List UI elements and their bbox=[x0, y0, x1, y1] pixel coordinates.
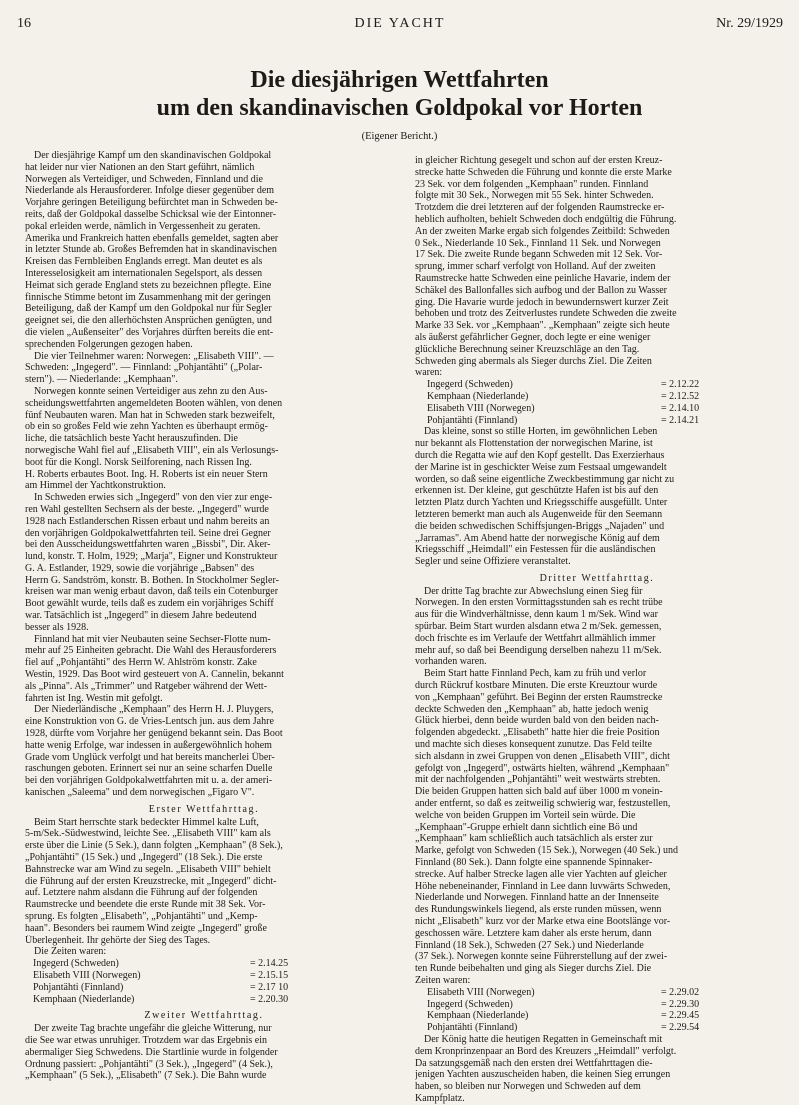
text-line: Überlegenheit. Ihr gehörte der Sieg des Tages. bbox=[25, 934, 211, 946]
text-line: raschungen geboten. Erinnert sei nur an seine scharfen Duelle bbox=[25, 763, 273, 775]
text-line: G. A. Estlander, 1929, sowie die vorjährige „Babsen" des bbox=[25, 562, 255, 574]
text-line: spürbar. Beim Start wurden alsdann etwa 2 m/Sek. gemessen, bbox=[415, 621, 662, 633]
result-row bbox=[33, 958, 308, 970]
text-line: Vorjahre geringen Beteiligung befürchtet man in Schweden be- bbox=[25, 197, 278, 209]
result-row bbox=[427, 415, 719, 427]
right-column bbox=[415, 155, 779, 1105]
text-line: sprung. Es folgten „Elisabeth", „Pohjantähti" und „Kemp- bbox=[25, 911, 258, 922]
text-line: „Kemphaan"-Gruppe erhielt dann sichtlich eine Bö und bbox=[415, 821, 638, 833]
text-line: letzteren bemerkt man auch als Augenweide für den Seemann bbox=[415, 508, 663, 520]
leader-space bbox=[141, 970, 250, 982]
leader-space bbox=[513, 999, 661, 1011]
text-line: in letzter Stunde ab. Großes Befremden hat in skandinavischen bbox=[25, 244, 277, 256]
text-line: 5-m/Sek.-Südwestwind, leichte See. „Elisabeth VIII" kam als bbox=[25, 828, 271, 840]
text-line: Niederlande und Norwegen. Finnland hatte an der Innenseite bbox=[415, 892, 659, 904]
text-line: Norwegen als Verteidiger, und Schweden, Finnland und die bbox=[25, 173, 263, 185]
result-time: = 2.14.25 bbox=[250, 958, 289, 970]
result-yacht: Ingegerd (Schweden) bbox=[427, 379, 513, 391]
leader-space bbox=[517, 415, 661, 427]
text-line: „Kemphaan" kam schließlich auch tatsächlich als erster zur bbox=[415, 833, 653, 845]
text-line: abermaliger Sieg Schwedens. Die Startlinie wurde in folgender bbox=[25, 1046, 278, 1058]
text-line: eine Konstruktion von G. de Vries-Lentsch jun. aus dem Jahre bbox=[25, 716, 274, 728]
text-line: behoben und trotz des Zeitverlustes rundete Schweden die zweite bbox=[415, 308, 677, 320]
text-line: Westin, 1929. Das Boot wird gesteuert von A. Cannelin, bekannt bbox=[25, 669, 284, 681]
leader-space bbox=[119, 958, 250, 970]
text-line: Heimat sich gerade England stets zu bezeichnen pflegte. Eine bbox=[25, 279, 272, 291]
text-line: Schweden ging abermals als Sieger durchs Ziel. Die Zeiten bbox=[415, 355, 652, 367]
text-line: vorhanden waren. bbox=[415, 656, 487, 668]
text-line: hatte wenig Erfolge, war indessen in außergewöhnlich hohem bbox=[25, 739, 272, 751]
text-line: Raumstrecke hatte Schweden eine peinliche Havarie, indem der bbox=[415, 272, 671, 284]
text-line: Schäkel des Ballonfalles sich aufbog und der Ballon zu Wasser bbox=[415, 284, 668, 296]
text-line: strecke. Auf halber Strecke lagen alle vier Yachten auf gleicher bbox=[415, 868, 667, 880]
title-line: Die diesjährigen Wettfahrten bbox=[250, 67, 549, 93]
text-line: Der dritte Tag brachte zur Abwechslung einen Sieg für bbox=[424, 585, 643, 597]
text-line: Norwegen konnte seinen Verteidiger aus zehn zu den Aus- bbox=[34, 385, 268, 397]
text-line: folgenden abgedeckt. „Elisabeth" hatte hier die freie Position bbox=[415, 727, 660, 739]
text-line: nicht „Elisabeth" kurz vor der Marke etwa eine Bootslänge vor- bbox=[415, 916, 671, 927]
result-yacht: Pohjantähti (Finnland) bbox=[427, 414, 518, 426]
result-yacht: Ingegerd (Schweden) bbox=[427, 998, 513, 1010]
result-time: = 2.20.30 bbox=[250, 993, 289, 1005]
text-line: hat leider nur vier Nationen an den Start geführt, nämlich bbox=[25, 161, 255, 173]
text-line: 23 Sek. vor dem folgenden „Kemphaan" runden. Finnland bbox=[415, 178, 649, 190]
result-row bbox=[33, 994, 308, 1006]
text-line: lund, konstr. T. Holm, 1929; „Marja", Eigner und Konstrukteur bbox=[25, 551, 278, 563]
text-line: waren: bbox=[415, 367, 443, 379]
text-line: der Marine ist in geschickter Weise zum Festsaal umgewandelt bbox=[415, 461, 667, 473]
text-line: bei den Ausscheidungswettfahrten waren „Bissbi", Dir. Aker- bbox=[25, 539, 271, 551]
text-line: am Himmel der Yachtkonstruktion. bbox=[25, 480, 166, 492]
text-line: ob ein so großes Feld wie zehn Yachten es überhaupt ermög- bbox=[25, 421, 268, 433]
text-line: fahrten ist Ing. Westin mit gefolgt. bbox=[25, 692, 163, 704]
text-line: haben, so bleiben nur Norwegen und Schweden auf dem bbox=[415, 1081, 641, 1093]
text-line: H. Roberts erbautes Boot. Ing. H. Roberts ist ein neuer Stern bbox=[25, 468, 268, 480]
result-yacht: Kemphaan (Niederlande) bbox=[33, 993, 135, 1005]
text-line: Raumstrecke und beendete die erste Runde mit 38 Sek. Vor- bbox=[25, 899, 266, 911]
text-line: geeignet sei, die den allerhöchsten Ansprüchen genügten, und bbox=[25, 315, 272, 327]
section-heading: Erster Wettfahrttag. bbox=[148, 803, 260, 815]
result-row bbox=[427, 379, 719, 391]
text-line: 17 Sek. Die zweite Runde begann Schweden mit 12 Sek. Vor- bbox=[415, 249, 663, 261]
text-line: letzten Platz durch Yachten und Kriegsschiffe ausgefüllt. Unter bbox=[415, 497, 668, 509]
text-line: geschossen wäre. Letztere kam daher als erste herum, dann bbox=[415, 927, 652, 939]
text-line: Marke 33 Sek. vor „Kemphaan". „Kemphaan" zeigte sich heute bbox=[415, 320, 670, 332]
result-row bbox=[427, 1010, 719, 1022]
result-row bbox=[33, 982, 308, 994]
text-line: Da satzungsgemäß nach den ersten drei Wettfahrttagen die- bbox=[415, 1057, 653, 1069]
text-line: die vielen „Außenseiter" des Vorjahres dürften bereits die ent- bbox=[25, 326, 274, 338]
text-line: norwegische Wahl fiel auf „Elisabeth VIII", ein als Verlosungs- bbox=[25, 444, 279, 456]
magazine-name: DIE YACHT bbox=[354, 16, 446, 31]
text-line: jenigen Yachten auszuscheiden haben, die keinen Sieg errungen bbox=[415, 1069, 671, 1081]
text-line: aus für die Windverhältnisse, denn kaum 1 m/Sek. Wind war bbox=[415, 609, 658, 621]
text-line: Kriegsschiff „Heimdall" ein Festessen für die ausländischen bbox=[415, 544, 656, 556]
text-line: die beiden schwedischen Schiffsjungen-Briggs „Najaden" und bbox=[415, 520, 665, 532]
result-yacht: Elisabeth VIII (Norwegen) bbox=[33, 969, 141, 981]
text-line: fünf Neubauten waren. Man hat in Schweden stark bezweifelt, bbox=[25, 409, 275, 421]
text-line: durch Rückruf kostbare Minuten. Die erste Kreuztour wurde bbox=[415, 680, 658, 692]
result-time: = 2.14.10 bbox=[661, 402, 700, 414]
result-row bbox=[427, 987, 719, 999]
result-time: = 2.12.22 bbox=[661, 379, 700, 391]
text-line: bei den vorjährigen Goldpokalwettfahrten mit u. a. der ameri- bbox=[25, 775, 273, 787]
result-time: = 2.17 10 bbox=[250, 981, 289, 993]
leader-space bbox=[535, 987, 661, 999]
leader-space bbox=[134, 994, 250, 1006]
leader-space bbox=[517, 1022, 661, 1034]
result-yacht: Elisabeth VIII (Norwegen) bbox=[427, 986, 535, 998]
text-line: Bahnstrecke war am Wind zu segeln. „Elisabeth VIII" behielt bbox=[25, 863, 271, 875]
result-yacht: Elisabeth VIII (Norwegen) bbox=[427, 402, 535, 414]
text-line: welche von beiden Gruppen im Vorteil sein würde. Die bbox=[415, 809, 636, 821]
text-line: ren Wahl gestellten Sechsern als der beste. „Ingegerd" wurde bbox=[25, 503, 269, 515]
text-line: Herrn G. Sandström, konstr. B. Bothen. In Stockholmer Segler- bbox=[25, 574, 279, 586]
title-line: um den skandinavischen Goldpokal vor Horten bbox=[156, 95, 643, 121]
text-line: Höhe nebeneinander, Finnland in Lee dann luvwärts Schweden, bbox=[415, 880, 671, 892]
text-line: als „Pinna". Als „Trimmer" und Ratgeber während der Wett- bbox=[25, 680, 268, 692]
text-line: auf. Letztere nahm alsdann die Führung auf der folgenden bbox=[25, 887, 258, 899]
text-line: gefolgt von „Ingegerd", ostwärts hielten, während „Kemphaan" bbox=[415, 762, 670, 774]
leader-space bbox=[513, 379, 661, 391]
text-line: dem Kronprinzenpaar an Bord des Kreuzers „Heimdall" verfolgt. bbox=[415, 1045, 677, 1057]
text-line: Schweden: „Ingegerd". — Finnland: „Pohjantähti" („Polar- bbox=[25, 362, 263, 374]
text-line: reits, daß der Goldpokal dasselbe Schicksal wie der Eintonner- bbox=[25, 208, 277, 220]
result-yacht: Pohjantähti (Finnland) bbox=[33, 981, 124, 993]
text-line: worden, so daß seine eigentliche Zweckbestimmung gar nicht zu bbox=[415, 473, 675, 485]
text-line: Finnland hat mit vier Neubauten seine Sechser-Flotte num- bbox=[34, 633, 271, 645]
text-line: nur bekannt als Flottenstation der norwegischen Marine, ist bbox=[415, 438, 653, 450]
text-line: Die Zeiten waren: bbox=[34, 946, 107, 958]
text-line: Beim Start hatte Finnland Pech, kam zu früh und verlor bbox=[424, 668, 647, 680]
text-line: ten Runde beibehalten und ging als Sieger durchs Ziel. Die bbox=[415, 963, 652, 975]
text-line: Grade vom Unglück verfolgt und hat bereits mancherlei Über- bbox=[25, 751, 275, 763]
result-time: = 2.29.30 bbox=[661, 998, 700, 1010]
text-line: ander entfernt, so daß es zeitweilig schwierig war, festzustellen, bbox=[415, 798, 671, 810]
text-line: sprung, immer scharf verfolgt von Holland. Auf der zweiten bbox=[415, 261, 656, 273]
result-yacht: Kemphaan (Niederlande) bbox=[427, 1010, 529, 1022]
text-line: die Führung auf der ersten Kreuzstrecke, mit „Ingegerd" dicht- bbox=[25, 875, 277, 887]
text-line: pokal erleiden werde, nämlich in Vergessenheit zu geraten. bbox=[25, 220, 261, 232]
text-line: erste über die Linie (5 Sek.), dann folgten „Kemphaan" (8 Sek.), bbox=[25, 840, 283, 852]
leader-space bbox=[535, 403, 661, 415]
text-line: heblich aufholten, behielt Schweden doch endgültig die Führung. bbox=[415, 213, 677, 225]
text-line: als äußerst gefährlicher Gegner, doch legte er eine weniger bbox=[415, 331, 651, 343]
text-line: scheidungswettfahrten angemeldeten Booten wählen, von denen bbox=[25, 397, 283, 409]
text-line: doch frischte es im Verlaufe der Wettfahrt allmählich immer bbox=[415, 632, 656, 644]
text-line: finnische Stimme betont im Zusammenhang mit der geringen bbox=[25, 291, 271, 303]
result-time: = 2.29.45 bbox=[661, 1010, 700, 1022]
text-line: folgte mit 30 Sek., Norwegen mit 55 Sek. hinter Schweden. bbox=[415, 190, 654, 202]
text-line: mehr auf, so daß bei Beendigung derselben nahezu 11 m/Sek. bbox=[415, 644, 662, 656]
text-line: Zeiten waren: bbox=[415, 974, 471, 986]
text-line: ging. Die Havarie wurde jedoch in bewundernswert kurzer Zeit bbox=[415, 296, 669, 308]
leader-space bbox=[528, 1010, 661, 1022]
text-line: mit der nachfolgenden „Pohjantähti" weit westwärts strebten. bbox=[415, 774, 661, 786]
text-line: Der Niederländische „Kemphaan" des Herrn H. J. Pluygers, bbox=[34, 704, 274, 716]
issue-number: Nr. 29/1929 bbox=[716, 16, 783, 31]
result-yacht: Ingegerd (Schweden) bbox=[33, 958, 119, 970]
result-time: = 2.29.02 bbox=[661, 986, 700, 998]
result-row bbox=[33, 970, 308, 982]
text-line: die See war etwas unruhiger. Trotzdem war das Ergebnis ein bbox=[25, 1034, 267, 1046]
text-line: Amerika und Frankreich hatten ebenfalls gemeldet, sagten aber bbox=[25, 232, 279, 244]
text-line: Segler und seine Offiziere veranstaltet. bbox=[415, 556, 571, 568]
text-line: erkennen ist. Der kleine, gut geschützte Hafen ist bis auf den bbox=[415, 485, 659, 497]
text-line: stern"). — Niederlande: „Kemphaan". bbox=[25, 374, 178, 386]
text-line: (37 Sek.). Norwegen konnte seine Führerstellung auf der zwei- bbox=[415, 951, 668, 963]
text-line: Kampfplatz. bbox=[415, 1092, 465, 1104]
result-yacht: Pohjantähti (Finnland) bbox=[427, 1022, 518, 1034]
text-line: Das kleine, sonst so stille Horten, im gewöhnlichen Leben bbox=[424, 426, 658, 438]
text-line: boot für die Kongl. Norsk Seilforening, nach Rissen Ing. bbox=[25, 456, 252, 468]
text-line: Marke, gefolgt von Schweden (15 Sek.), Norwegen (40 Sek.) und bbox=[415, 845, 678, 857]
text-line: Trotzdem die drei letzteren auf der folgenden Raumstrecke er- bbox=[415, 202, 665, 214]
result-row bbox=[427, 391, 719, 403]
left-column bbox=[25, 150, 383, 1082]
text-line: kanischen „Saleema" und dem norwegischen „Figaro V". bbox=[25, 787, 255, 799]
text-line: Ordnung passiert: „Pohjantähti" (3 Sek.), „Ingegerd" (4 Sek.), bbox=[25, 1058, 273, 1070]
text-line: Der diesjährige Kampf um den skandinavischen Goldpokal bbox=[34, 150, 272, 161]
text-line: kreisen war man wenig erbaut davon, daß teils ein Cotenburger bbox=[25, 586, 279, 598]
text-line: 1928, dürfte vom Vorjahre her genügend bekannt sein. Das Boot bbox=[25, 728, 283, 740]
text-line: den vorjährigen Goldpokalwettfahrten teil. Seine drei Gegner bbox=[25, 527, 271, 539]
text-line: strecke hatte Schweden die Führung und konnte die erste Marke bbox=[415, 166, 672, 178]
running-header bbox=[17, 14, 783, 34]
text-line: In Schweden erwies sich „Ingegerd" von den vier zur enge- bbox=[34, 492, 273, 504]
text-line: glückliche Berechnung seiner Kreuzschläge an den Tag. bbox=[415, 343, 640, 355]
result-row bbox=[427, 1022, 719, 1034]
text-line: und machte sich dieses konsequent zunutze. Das Feld teilte bbox=[415, 739, 652, 751]
text-line: mehr auf 25 Einheiten gebracht. Die Wahl des Herausforderers bbox=[25, 645, 277, 657]
text-line: Der zweite Tag brachte ungefähr die gleiche Witterung, nur bbox=[34, 1023, 272, 1035]
text-line: Niederlande als Herausforderer. Infolge dieser gegenüber dem bbox=[25, 185, 275, 197]
text-line: war. Tatsächlich ist „Ingegerd" in diesem Jahre bedeutend bbox=[25, 610, 257, 622]
text-line: sich alsdann in zwei Gruppen von denen „Elisabeth VIII", dicht bbox=[415, 750, 670, 762]
text-line: „Jarramas". Am Abend hatte der norwegische König auf dem bbox=[415, 532, 660, 544]
text-line: von „Kemphaan" geführt. Bei Beginn der ersten Raumstrecke bbox=[415, 691, 663, 703]
text-line: 1928 nach Estlanderschen Rissen erbaut und nahm bereits an bbox=[25, 515, 270, 527]
leader-space bbox=[123, 982, 250, 994]
text-line: haan". Besonders bei raumem Wind zeigte „Ingegerd" große bbox=[25, 922, 267, 934]
text-line: Interesselosigkeit am internationalen Segelsport, als dessen bbox=[25, 267, 263, 279]
text-line: Norwegen. In den ersten Vormittagsstunden sah es recht trübe bbox=[415, 597, 663, 609]
text-line: An der zweiten Marke ergab sich folgendes Zeitbild: Schweden bbox=[415, 225, 670, 237]
text-line: sprechenden Folgerungen gezogen haben. bbox=[25, 338, 193, 350]
text-line: „Pohjantähti" (15 Sek.) und „Ingegerd" (18 Sek.). Die erste bbox=[25, 852, 263, 864]
leader-space bbox=[528, 391, 661, 403]
text-line: besser als 1928. bbox=[25, 621, 89, 633]
text-line: liche, die tatsächlich beste Yacht herauszufinden. Die bbox=[25, 433, 238, 445]
text-line: durch die Regatta wie auf den Kopf gestellt. Das Exerzierhaus bbox=[415, 449, 665, 461]
result-time: = 2.14.21 bbox=[661, 414, 700, 426]
text-line: 0 Sek., Niederlande 10 Sek., Finnland 11 Sek. und Norwegen bbox=[415, 237, 661, 249]
result-row bbox=[427, 999, 719, 1011]
result-row bbox=[427, 403, 719, 415]
result-time: = 2.15.15 bbox=[250, 969, 289, 981]
result-time: = 2.29.54 bbox=[661, 1022, 700, 1034]
text-line: Die beiden Gruppen hatten sich bald auf über 1000 m vonein- bbox=[415, 786, 663, 798]
text-line: Kreisen das Fernbleiben Englands erregt. Man deutet es als bbox=[25, 256, 263, 268]
article-title bbox=[0, 66, 799, 122]
section-heading: Zweiter Wettfahrttag. bbox=[144, 1010, 264, 1022]
text-line: Glück hierbei, denn beide wurden bald von den beiden nach- bbox=[415, 715, 659, 727]
text-line: Beteiligung, daß der Kampf um den Goldpokal nur für Segler bbox=[25, 303, 272, 315]
text-line: Finnland (80 Sek.). Dann folgte eine spannende Spinnaker- bbox=[415, 857, 653, 869]
result-yacht: Kemphaan (Niederlande) bbox=[427, 390, 529, 402]
page-number: 16 bbox=[17, 16, 31, 31]
result-time: = 2.12.52 bbox=[661, 390, 700, 402]
text-line: Der König hatte die heutigen Regatten in Gemeinschaft mit bbox=[424, 1033, 663, 1045]
text-line: deckte Schweden den „Kemphaan" ab, hatte jedoch wenig bbox=[415, 703, 649, 715]
text-line: fiel auf „Pohjantähti" des Herrn W. Ahlström konstr. Zake bbox=[25, 657, 257, 669]
section-heading: Dritter Wettfahrttag. bbox=[539, 572, 655, 584]
byline: (Eigener Bericht.) bbox=[361, 131, 438, 142]
text-line: in gleicher Richtung gesegelt und schon auf der ersten Kreuz- bbox=[415, 155, 663, 166]
text-line: Finnland (18 Sek.), Schweden (27 Sek.) und Niederlande bbox=[415, 939, 644, 951]
text-line: Beim Start herrschte stark bedeckter Himmel kalte Luft, bbox=[34, 816, 259, 828]
text-line: des Rundungswinkels liegend, als erste runden müssen, wenn bbox=[415, 904, 662, 916]
text-line: Boot gewählt wurde, teils daß es zudem ein vorjähriges Schiff bbox=[25, 598, 274, 610]
text-line: Die vier Teilnehmer waren: Norwegen: „Elisabeth VIII". — bbox=[34, 350, 274, 362]
text-line: „Kemphaan" (5 Sek.), „Elisabeth" (7 Sek.). Die Bahn wurde bbox=[25, 1070, 267, 1082]
